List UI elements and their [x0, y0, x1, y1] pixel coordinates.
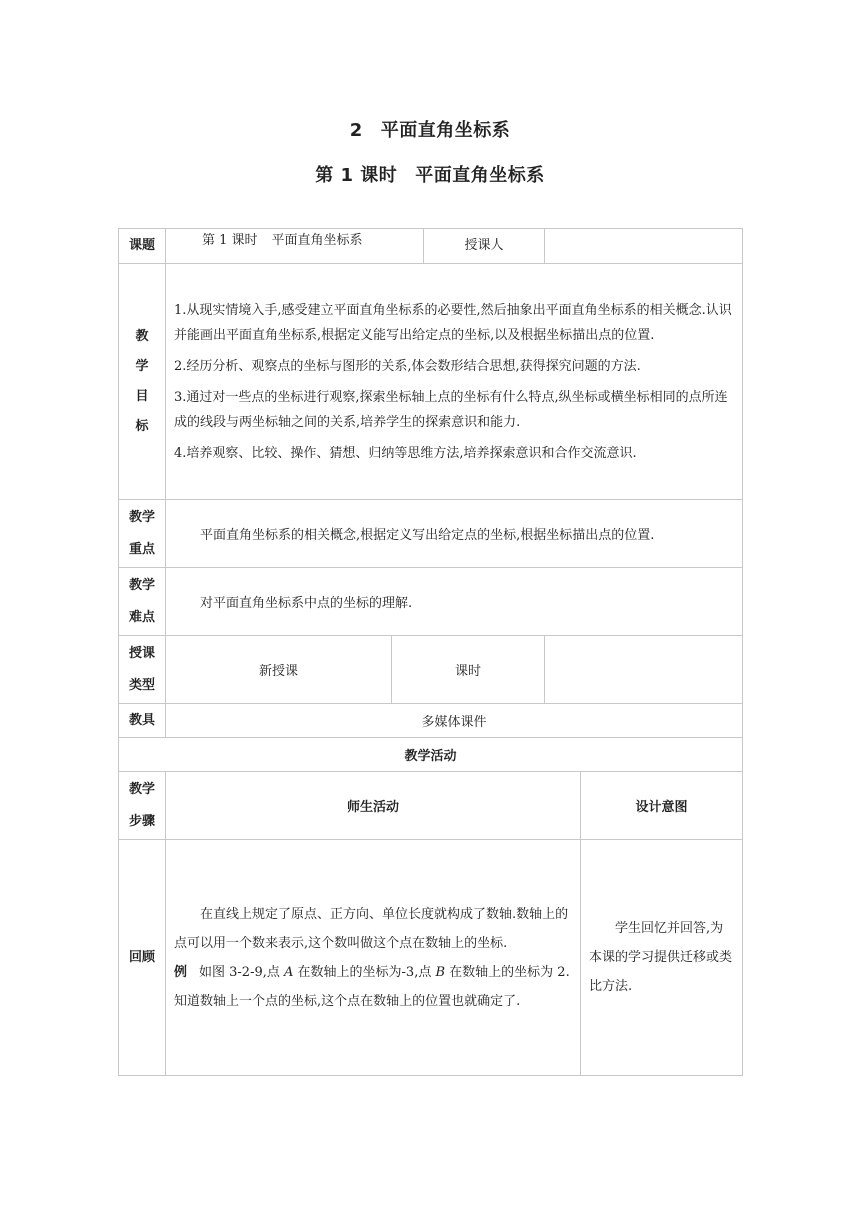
- lesson-title-text: 平面直角坐标系: [415, 165, 545, 186]
- goals-label-char: 学: [135, 358, 149, 374]
- point-b: B: [435, 964, 446, 980]
- topic-value: [166, 229, 545, 264]
- goals-label-char: 教: [135, 328, 149, 344]
- goal-item: 4.培养观察、比较、操作、猜想、归纳等思维方法,培养探索意识和合作交流意识.: [174, 445, 637, 461]
- difficulty-text: 对平面直角坐标系中点的坐标的理解.: [166, 568, 743, 636]
- key-points-text: 平面直角坐标系的相关概念,根据定义写出给定点的坐标,根据坐标描出点的位置.: [166, 500, 743, 568]
- steps-label-line: 教学: [128, 781, 155, 797]
- section-title-text: 平面直角坐标系: [380, 120, 511, 141]
- row-lesson-type: [119, 636, 743, 704]
- key-points-label-line: 教学: [128, 509, 155, 525]
- review-paragraph: 知道数轴上一个点的坐标,这个点在数轴上的位置也就确定了.: [174, 993, 521, 1009]
- example-text: 在数轴上的坐标为 2.: [445, 964, 570, 980]
- goals-content: [166, 264, 743, 500]
- goals-label-char: 目: [135, 388, 149, 404]
- key-points-label-line: 重点: [128, 541, 155, 557]
- period-label: 课时: [392, 636, 545, 704]
- activity-column-header: 师生活动: [166, 772, 581, 840]
- row-activities-heading: [119, 738, 743, 772]
- lesson-type-value: 新授课: [166, 636, 392, 704]
- lesson-type-label-line: 授课: [128, 645, 155, 661]
- lesson-type-label: [119, 636, 166, 704]
- row-difficulty: [119, 568, 743, 636]
- design-column-header: 设计意图: [581, 772, 743, 840]
- lesson-type-label-line: 类型: [128, 677, 155, 693]
- row-goals: [119, 264, 743, 500]
- difficulty-label-line: 难点: [128, 609, 155, 625]
- section-title: [0, 116, 860, 142]
- goal-item: 1.从现实情境入手,感受建立平面直角坐标系的必要性,然后抽象出平面直角坐标系的相关概念.认识并能画出平面直角坐标系,根据定义能写出给定点的坐标,以及根据坐标描出点的位置.: [174, 302, 732, 343]
- review-example: [174, 958, 572, 987]
- point-a: A: [284, 964, 294, 980]
- row-key-points: [119, 500, 743, 568]
- row-steps-header: [119, 772, 743, 840]
- goal-item: 2.经历分析、观察点的坐标与图形的关系,体会数形结合思想,获得探究问题的方法.: [174, 358, 641, 374]
- tools-value: 多媒体课件: [166, 704, 743, 738]
- review-paragraph: 在直线上规定了原点、正方向、单位长度就构成了数轴.数轴上的点可以用一个数来表示,这个数叫做这个点在数轴上的坐标.: [174, 906, 569, 951]
- row-review: [119, 840, 743, 1076]
- activities-heading: 教学活动: [119, 738, 743, 772]
- steps-label: [119, 772, 166, 840]
- review-design-intent: 学生回忆并回答,为本课的学习提供迁移或类比方法.: [581, 840, 743, 1076]
- lesson-prefix: 第 1 课时: [315, 165, 398, 186]
- example-text: 如图 3-2-9,点: [199, 964, 285, 980]
- key-points-label: [119, 500, 166, 568]
- difficulty-label: [119, 568, 166, 636]
- difficulty-label-line: 教学: [128, 577, 155, 593]
- goals-label-char: 标: [135, 418, 149, 434]
- topic-value-title: 平面直角坐标系: [271, 233, 363, 248]
- topic-value-prefix: 第 1 课时: [202, 233, 258, 248]
- row-tools: [119, 704, 743, 738]
- example-text: 在数轴上的坐标为-3,点: [293, 964, 436, 980]
- goals-label: [119, 264, 166, 500]
- teacher-value: [545, 229, 743, 264]
- row-topic: [119, 229, 743, 264]
- period-value: [545, 636, 743, 704]
- goal-item: 3.通过对一些点的坐标进行观察,探索坐标轴上点的坐标有什么特点,纵坐标或横坐标相同的点所连成的线段与两坐标轴之间的关系,培养学生的探索意识和能力.: [174, 389, 728, 430]
- lesson-title: [0, 161, 860, 187]
- topic-label: 课题: [119, 229, 166, 264]
- review-label: 回顾: [119, 840, 166, 1076]
- steps-label-line: 步骤: [128, 813, 155, 829]
- section-number: 2: [349, 120, 363, 141]
- review-content: [166, 840, 581, 1076]
- example-label: 例: [174, 964, 188, 980]
- lesson-plan-table: [118, 228, 743, 1076]
- tools-label: 教具: [119, 704, 166, 738]
- teacher-label: 授课人: [423, 229, 544, 263]
